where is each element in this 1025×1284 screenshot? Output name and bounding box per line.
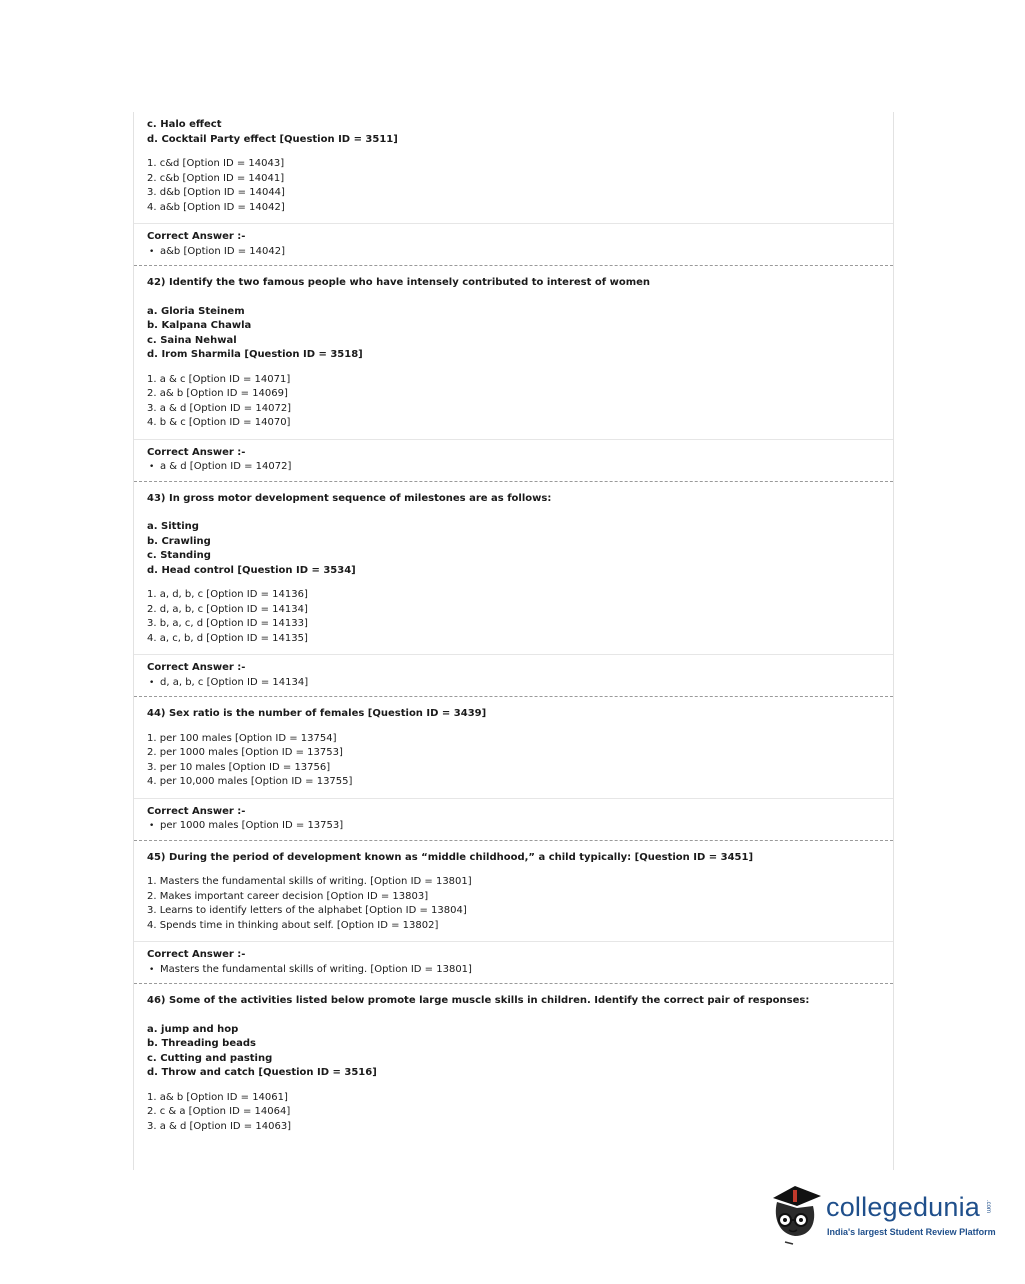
option: 4. a, c, b, d [Option ID = 14135] (147, 632, 308, 644)
statement: b. Crawling (147, 535, 211, 547)
answer-43 (134, 655, 893, 696)
option: 4. Spends time in thinking about self. [Option ID = 13802] (147, 919, 439, 931)
question-title: 45) During the period of development known as “middle childhood,” a child typically: [Question ID = 3451] (147, 851, 754, 863)
option: 2. a& b [Option ID = 14069] (147, 388, 288, 399)
option: 4. b & c [Option ID = 14070] (147, 417, 291, 428)
statement: c. Saina Nehwal (147, 334, 237, 346)
option: 2. Makes important career decision [Option ID = 13803] (147, 890, 429, 902)
correct-answer: a & d [Option ID = 14072] (160, 461, 292, 472)
brand-tagline: India's largest Student Review Platform (827, 1227, 996, 1237)
question-42 (134, 266, 893, 439)
question-45 (134, 841, 893, 942)
option: 3. per 10 males [Option ID = 13756] (147, 761, 331, 773)
bullet-icon: • (149, 821, 155, 831)
question-title: 44) Sex ratio is the number of females [Question ID = 3439] (147, 708, 487, 719)
correct-answer: Masters the fundamental skills of writing. [Option ID = 13801] (160, 963, 472, 975)
statement: b. Kalpana Chawla (147, 320, 252, 331)
option: 4. a&b [Option ID = 14042] (147, 201, 285, 213)
correct-answer-label: Correct Answer :- (147, 949, 246, 960)
statement: c. Halo effect (147, 119, 222, 130)
option: 2. per 1000 males [Option ID = 13753] (147, 747, 343, 758)
correct-answer-label: Correct Answer :- (147, 231, 246, 242)
brand-name: collegedunia (826, 1192, 981, 1222)
bullet-icon: • (149, 677, 155, 688)
bullet-icon: • (149, 462, 155, 472)
brand-suffix: .com (985, 1200, 991, 1214)
option: 3. d&b [Option ID = 14044] (147, 187, 285, 198)
correct-answer: d, a, b, c [Option ID = 14134] (160, 676, 309, 688)
option: 3. a & d [Option ID = 14072] (147, 402, 292, 414)
correct-answer: per 1000 males [Option ID = 13753] (160, 820, 344, 831)
question-title: 43) In gross motor development sequence of milestones are as follows: (147, 492, 552, 504)
option: 3. Learns to identify letters of the alphabet [Option ID = 13804] (147, 905, 467, 916)
question-title: 46) Some of the activities listed below promote large muscle skills in children. Identify the correct pair of responses: (147, 995, 810, 1006)
question-paper (133, 112, 894, 1170)
option: 2. d, a, b, c [Option ID = 14134] (147, 603, 308, 615)
statement: b. Threading beads (147, 1038, 256, 1049)
statement: d. Irom Sharmila [Question ID = 3518] (147, 349, 363, 360)
correct-answer-label: Correct Answer :- (147, 662, 246, 673)
statement: d. Throw and catch [Question ID = 3516] (147, 1067, 377, 1078)
bullet-icon: • (149, 246, 155, 257)
option: 3. b, a, c, d [Option ID = 14133] (147, 618, 308, 629)
statement: a. Gloria Steinem (147, 305, 245, 317)
option: 3. a & d [Option ID = 14063] (147, 1120, 292, 1132)
statement: a. jump and hop (147, 1023, 239, 1035)
answer-41 (134, 224, 893, 265)
bullet-icon: • (149, 964, 155, 975)
question-46 (134, 984, 893, 1134)
statement: a. Sitting (147, 521, 199, 532)
option: 1. a& b [Option ID = 14061] (147, 1091, 288, 1103)
option: 4. per 10,000 males [Option ID = 13755] (147, 776, 353, 787)
option: 2. c & a [Option ID = 14064] (147, 1106, 291, 1117)
option: 1. Masters the fundamental skills of writing. [Option ID = 13801] (147, 876, 472, 887)
statement: c. Standing (147, 550, 211, 561)
statement: d. Head control [Question ID = 3534] (147, 564, 356, 576)
correct-answer-label: Correct Answer :- (147, 446, 246, 458)
question-title: 42) Identify the two famous people who have intensely contributed to interest of women (147, 277, 651, 288)
question-44 (134, 697, 893, 798)
option: 2. c&b [Option ID = 14041] (147, 172, 285, 184)
question-41 (134, 112, 893, 223)
question-43 (134, 482, 893, 655)
option: 1. c&d [Option ID = 14043] (147, 158, 285, 169)
statement: d. Cocktail Party effect [Question ID = 3511] (147, 133, 398, 145)
option: 1. per 100 males [Option ID = 13754] (147, 732, 337, 744)
option: 1. a & c [Option ID = 14071] (147, 373, 291, 385)
answer-45 (134, 942, 893, 983)
correct-answer: a&b [Option ID = 14042] (160, 245, 286, 257)
correct-answer-label: Correct Answer :- (147, 805, 246, 817)
answer-42 (134, 440, 893, 481)
statement: c. Cutting and pasting (147, 1052, 273, 1064)
answer-44 (134, 799, 893, 840)
option: 1. a, d, b, c [Option ID = 14136] (147, 589, 308, 600)
